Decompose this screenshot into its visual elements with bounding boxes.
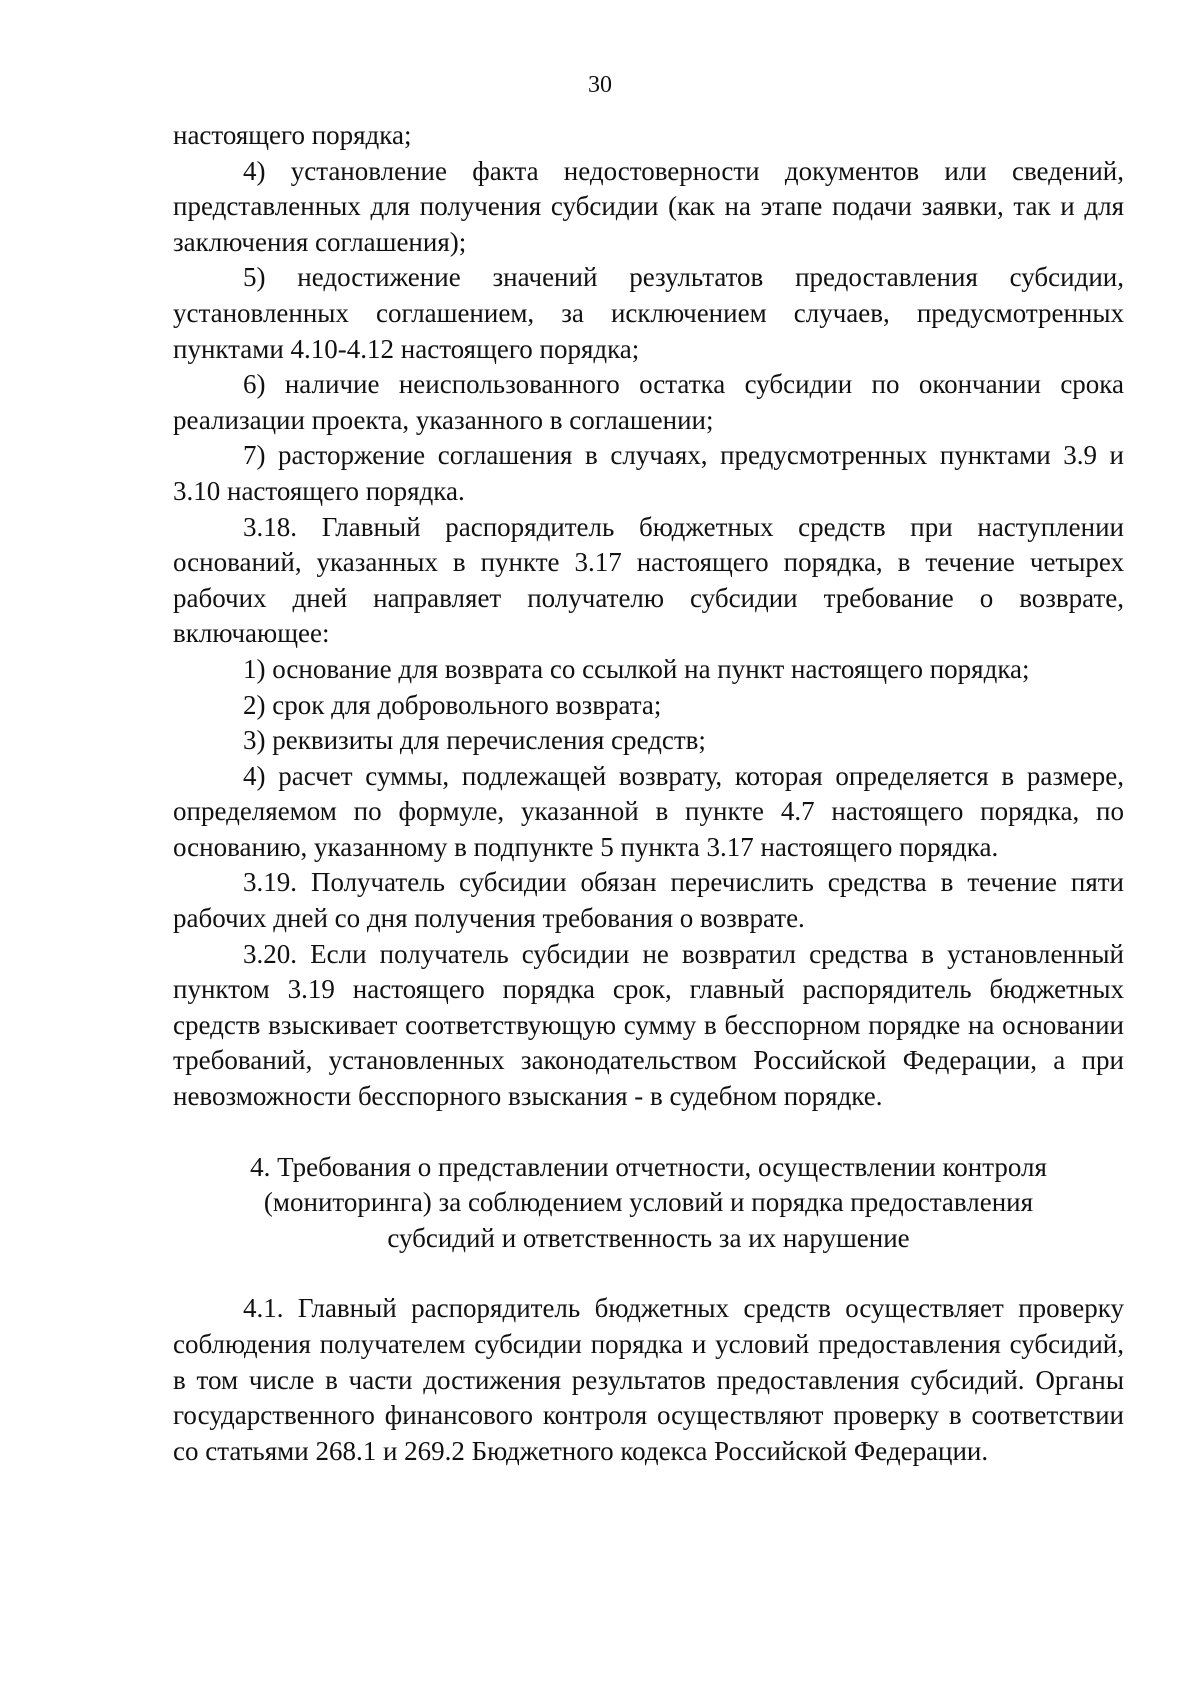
page-number: 30 — [588, 72, 612, 98]
paragraph: 3.19. Получатель субсидии обязан перечислить средства в течение пяти рабочих дней со дня получения требования о возврате. — [173, 867, 1124, 934]
paragraph: 4) установление факта недостоверности документов или сведений, представленных для получения субсидии (как на этапе подачи заявки, так и для заключения соглашения); — [173, 155, 1124, 257]
section-heading: 4. Требования о представлении отчетности, осуществлении контроля (мониторинга) за соблюдением условий и порядка предоставления субсидий и ответственность за их нарушение — [250, 1151, 1047, 1253]
paragraph: 3) реквизиты для перечисления средств; — [243, 725, 706, 756]
paragraph: 6) наличие неиспользованного остатка субсидии по окончании срока реализации проекта, указанного в соглашении; — [173, 369, 1124, 435]
paragraph: 2) срок для добровольного возврата; — [243, 689, 662, 720]
paragraph: настоящего порядка; — [173, 120, 412, 150]
paragraph: 7) расторжение соглашения в случаях, предусмотренных пунктами 3.9 и 3.10 настоящего порядка. — [173, 440, 1124, 506]
paragraph: 3.20. Если получатель субсидии не возвратил средства в установленный пунктом 3.19 настоящего порядка срок, главный распорядитель бюджетных средств взыскивает соответствующую сумму в бесспорном порядке на основании требований, установленных законодательством Российской Федерации, а при невозможности бесспорного взыскания - в судебном порядке. — [173, 938, 1124, 1112]
paragraph: 4.1. Главный распорядитель бюджетных средств осуществляет проверку соблюдения получателем субсидии порядка и условий предоставления субсидий, в том числе в части достижения результатов предоставления субсидий. Органы государственного финансового контроля осуществляют проверку в соответствии со статьями 268.1 и 269.2 Бюджетного кодекса Российской Федерации. — [173, 1293, 1124, 1466]
paragraph: 3.18. Главный распорядитель бюджетных средств при наступлении оснований, указанных в пункте 3.17 настоящего порядка, в течение четырех рабочих дней направляет получателю субсидии требование о возврате, включающее: — [173, 511, 1124, 649]
paragraph: 1) основание для возврата со ссылкой на пункт настоящего порядка; — [243, 653, 1030, 684]
paragraph: 5) недостижение значений результатов предоставления субсидии, установленных соглашением, за исключением случаев, предусмотренных пунктами 4.10-4.12 настоящего порядка; — [173, 262, 1124, 364]
paragraph: 4) расчет суммы, подлежащей возврату, которая определяется в размере, определяемом по формуле, указанной в пункте 4.7 настоящего порядка, по основанию, указанному в подпункте 5 пункта 3.17 настоящего порядка. — [173, 760, 1124, 862]
document-body — [173, 118, 1124, 1469]
